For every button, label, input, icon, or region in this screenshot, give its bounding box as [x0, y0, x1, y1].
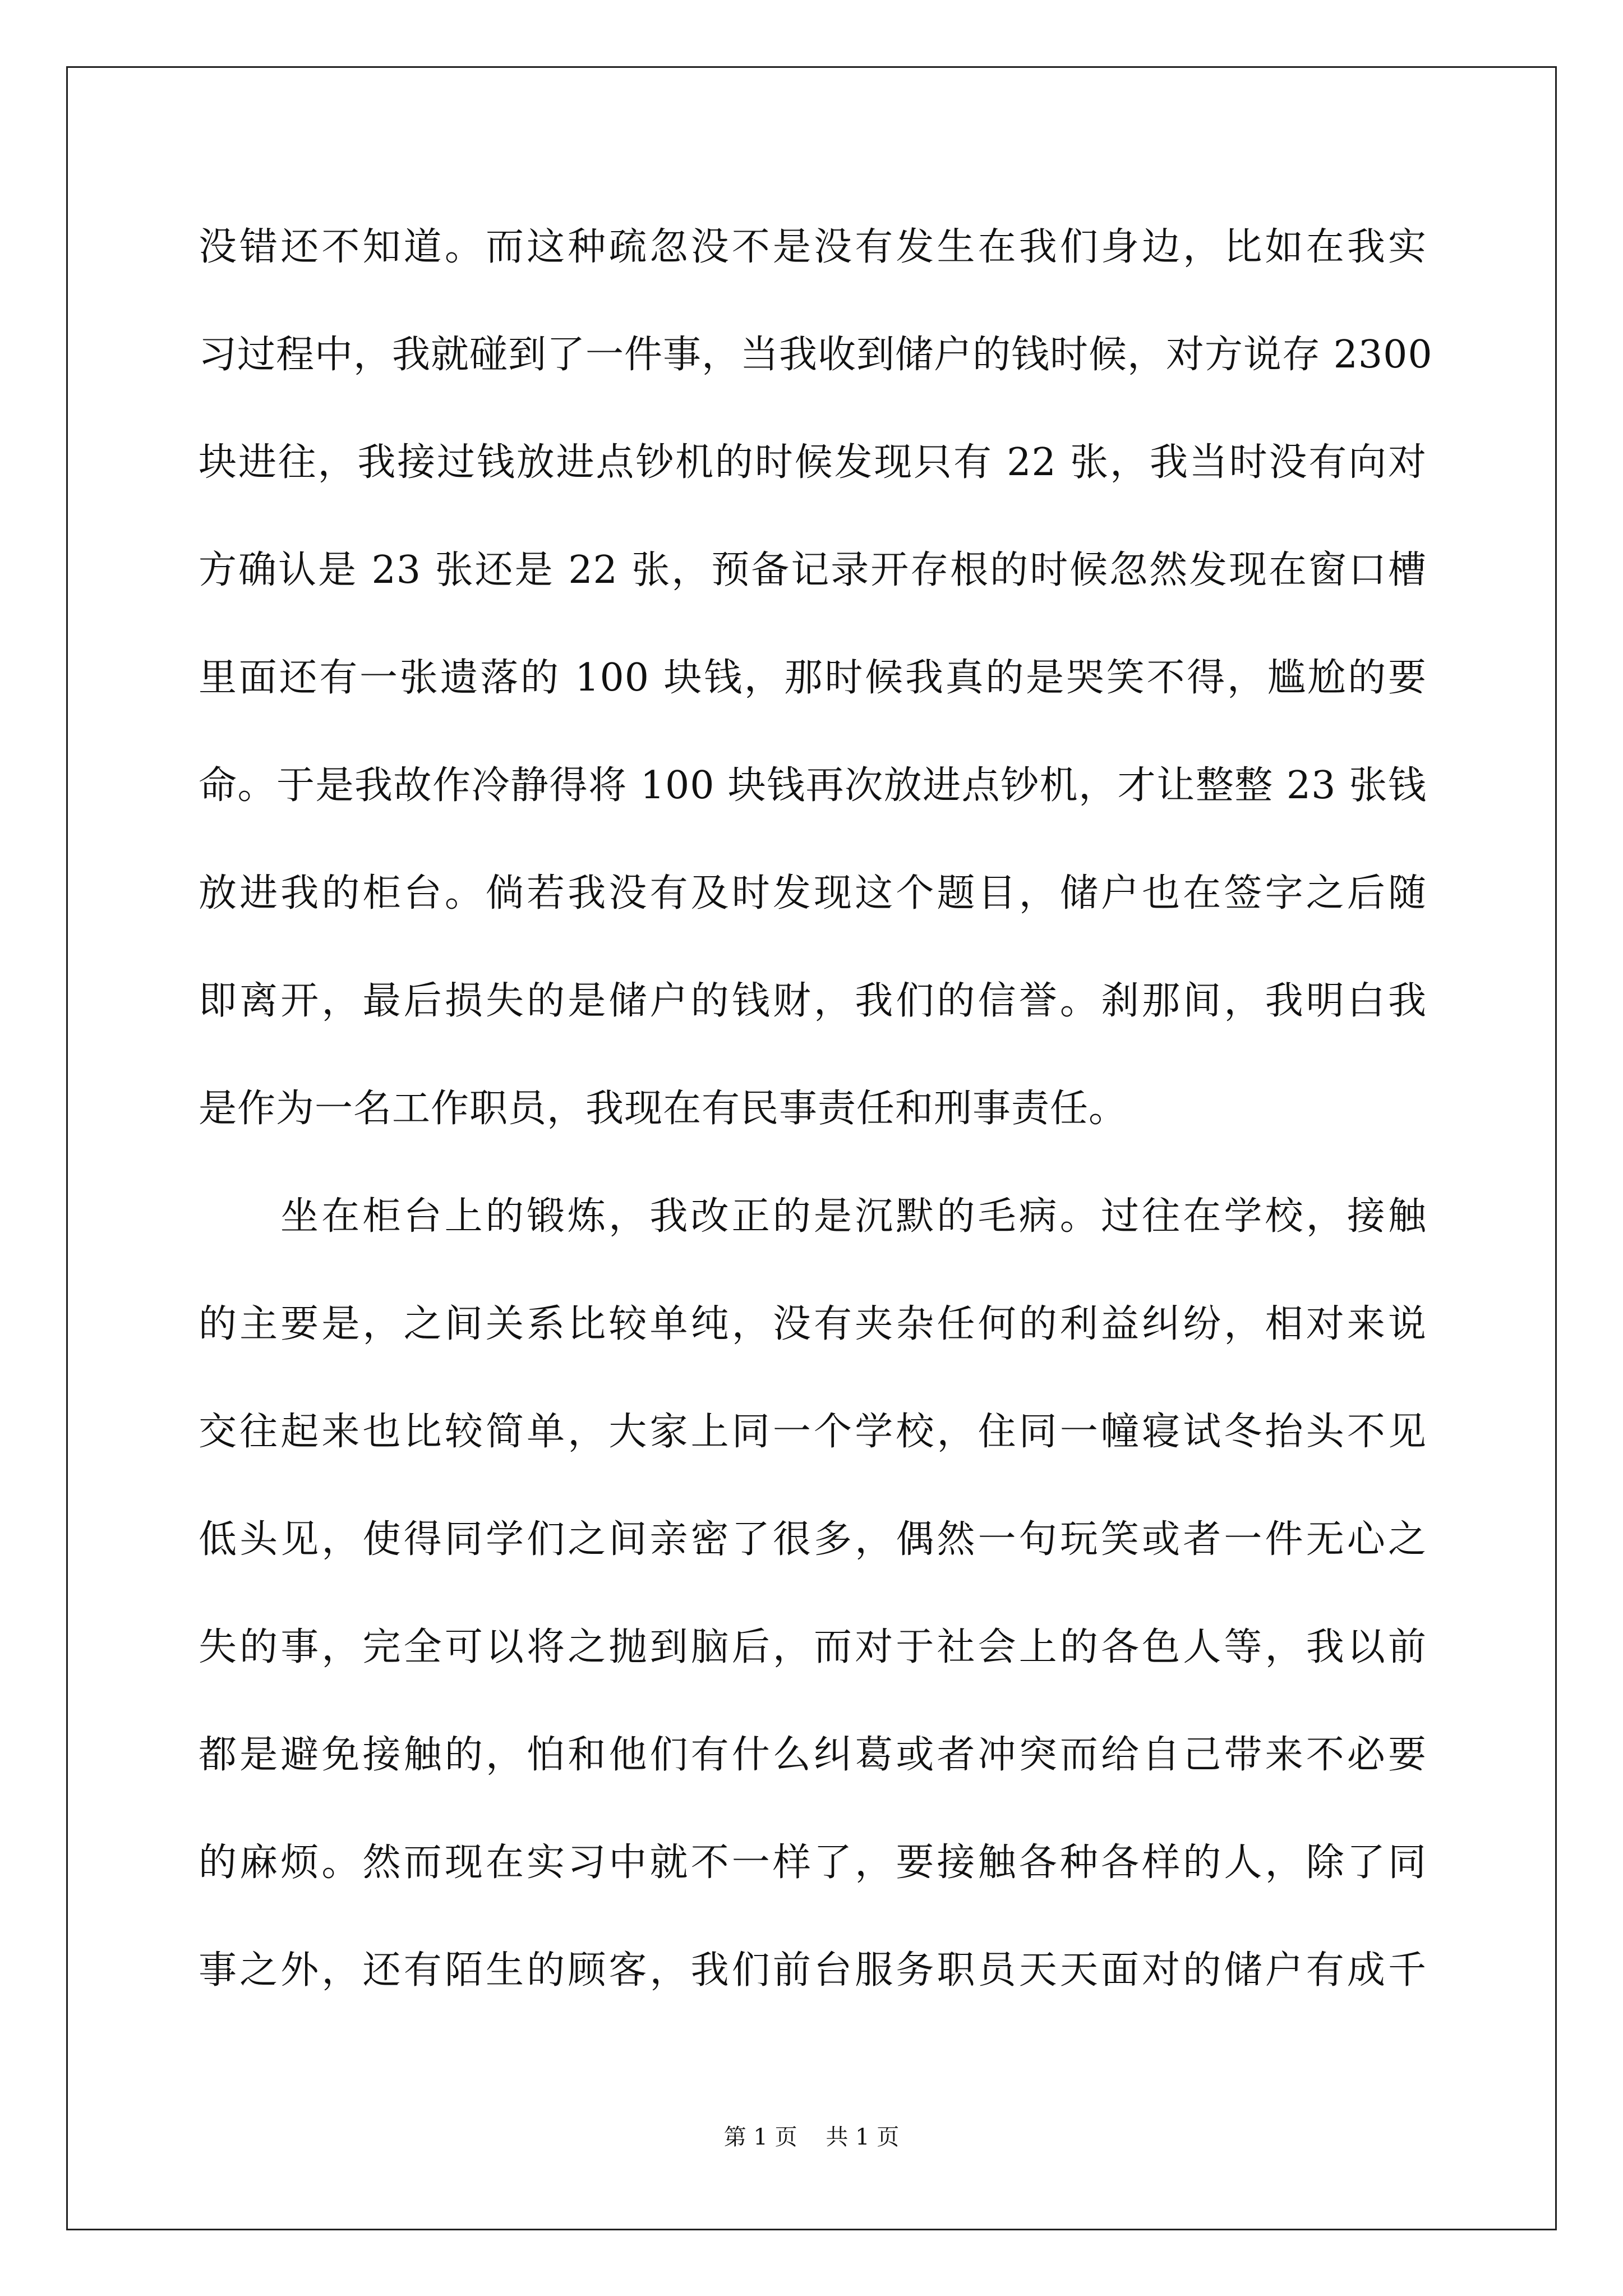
text-line: 低头见，使得同学们之间亲密了很多，偶然一句玩笑或者一件无心之 [199, 1517, 1427, 1562]
text-line: 事之外，还有陌生的顾客，我们前台服务职员天天面对的储户有成千 [199, 1948, 1427, 1993]
page-number-footer: 第 1 页 共 1 页 [723, 2124, 900, 2150]
text-line: 的主要是，之间关系比较单纯，没有夹杂任何的利益纠纷，相对来说 [199, 1302, 1427, 1346]
paragraph-start-line: 坐在柜台上的锻炼，我改正的是沉默的毛病。过往在学校，接触 [280, 1194, 1427, 1239]
text-line: 都是避免接触的，怕和他们有什么纠葛或者冲突而给自己带来不必要 [199, 1733, 1427, 1777]
text-line: 的麻烦。然而现在实习中就不一样了，要接触各种各样的人，除了同 [199, 1841, 1427, 1885]
text-line: 命。于是我故作冷静得将 100 块钱再次放进点钞机，才让整整 23 张钱 [199, 763, 1427, 808]
text-line: 块进往，我接过钱放进点钞机的时候发现只有 22 张，我当时没有向对 [199, 440, 1427, 485]
text-line: 交往起来也比较简单，大家上同一个学校，住同一幢寝试冬抬头不见 [199, 1410, 1427, 1454]
text-line: 放进我的柜台。倘若我没有及时发现这个题目，储户也在签字之后随 [199, 871, 1427, 915]
text-line: 习过程中，我就碰到了一件事，当我收到储户的钱时候，对方说存 2300 [199, 333, 1433, 377]
text-line: 是作为一名工作职员，我现在有民事责任和刑事责任。 [199, 1087, 1128, 1131]
text-line: 即离开，最后损失的是储户的钱财，我们的信誉。刹那间，我明白我 [199, 979, 1427, 1023]
body-text [199, 199, 1433, 2030]
text-line: 里面还有一张遗落的 100 块钱，那时候我真的是哭笑不得，尴尬的要 [199, 656, 1427, 700]
text-line: 没错还不知道。而这种疏忽没不是没有发生在我们身边，比如在我实 [199, 225, 1427, 269]
text-line: 失的事，完全可以将之抛到脑后，而对于社会上的各色人等，我以前 [199, 1625, 1427, 1669]
text-line: 方确认是 23 张还是 22 张，预备记录开存根的时候忽然发现在窗口槽 [199, 548, 1427, 592]
